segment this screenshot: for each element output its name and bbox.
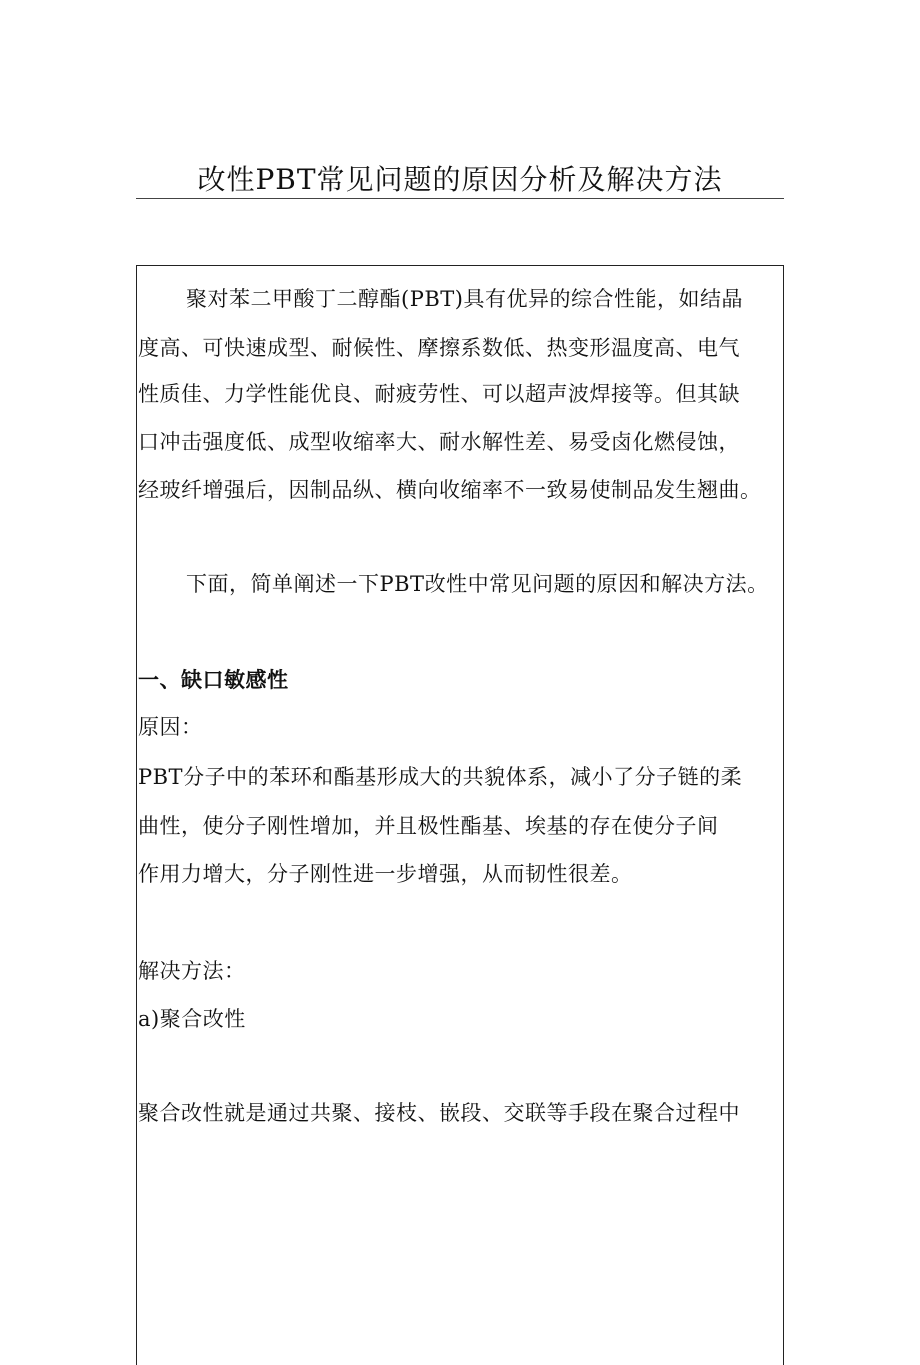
cause-line-1: PBT分子中的苯环和酯基形成大的共貌体系，减小了分子链的柔 (138, 765, 743, 789)
intro-line-1: 聚对苯二甲酸丁二醇酯(PBT)具有优异的综合性能，如结晶 (186, 287, 743, 311)
document-title: 改性PBT常见问题的原因分析及解决方法 (197, 163, 723, 196)
intro-line-4: 口冲击强度低、成型收缩率大、耐水解性差、易受卤化燃侵蚀， (138, 430, 740, 454)
transition-paragraph: 下面，简单阐述一下PBT改性中常见问题的原因和解决方法。 (186, 572, 769, 596)
intro-line-3: 性质佳、力学性能优良、耐疲劳性、可以超声波焊接等。但其缺 (138, 382, 740, 406)
title-underline (136, 198, 784, 199)
polymerization-paragraph: 聚合改性就是通过共聚、接枝、嵌段、交联等手段在聚合过程中 (138, 1101, 740, 1125)
intro-line-2: 度高、可快速成型、耐候性、摩擦系数低、热变形温度高、电气 (138, 336, 740, 360)
cause-line-3: 作用力增大，分子刚性进一步增强，从而韧性很差。 (138, 862, 633, 886)
cause-line-2: 曲性，使分子刚性增加，并且极性酯基、埃基的存在使分子间 (138, 814, 719, 838)
cause-label: 原因： (138, 715, 203, 739)
solution-label: 解决方法： (138, 959, 246, 983)
intro-line-5: 经玻纤增强后，因制品纵、横向收缩率不一致易使制品发生翘曲。 (138, 478, 762, 502)
subheading-polymerization: a)聚合改性 (138, 1007, 246, 1031)
section-heading: 一、缺口敏感性 (138, 668, 289, 692)
